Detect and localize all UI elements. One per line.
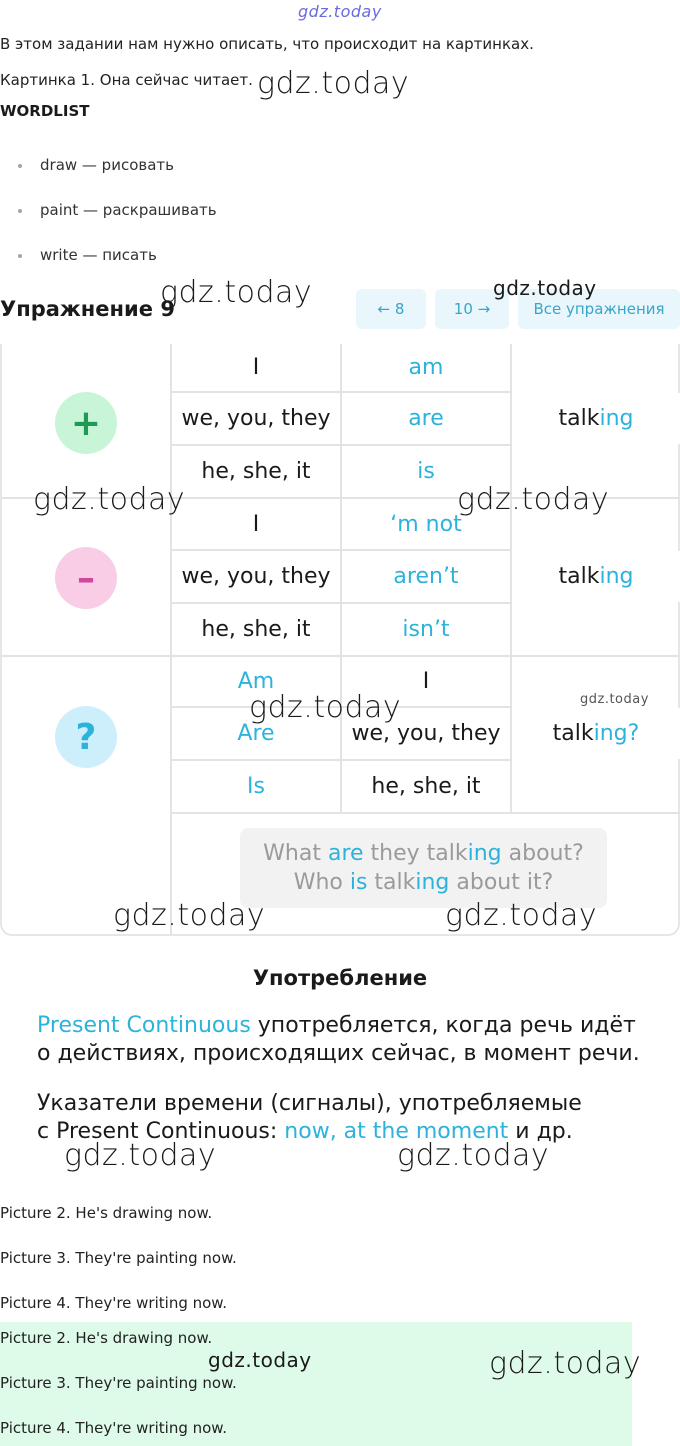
- answer-line: Picture 3. They're painting now.: [0, 1374, 237, 1392]
- table-cell-ending: talk ing?: [512, 708, 680, 759]
- table-cell: I: [342, 657, 510, 706]
- table-cell: we, you, they: [172, 551, 340, 602]
- exercise-title: Упражнение 9: [0, 297, 175, 321]
- table-cell: Is: [172, 761, 340, 812]
- answer-line: Picture 2. He's drawing now.: [0, 1329, 213, 1347]
- table-cell: Are: [172, 708, 340, 759]
- question-icon: ?: [55, 706, 117, 768]
- all-exercises-button[interactable]: Все упражнения: [518, 289, 680, 329]
- bullet-icon: [18, 254, 22, 258]
- watermark: gdz.today: [33, 482, 186, 517]
- table-cell: he, she, it: [172, 446, 340, 497]
- watermark: gdz.today: [457, 482, 610, 517]
- table-cell: Am: [172, 657, 340, 706]
- table-cell: am: [342, 344, 510, 391]
- wordlist-item-label: write — писать: [40, 246, 157, 264]
- wordlist-item-label: paint — раскрашивать: [40, 201, 217, 219]
- bullet-icon: [18, 209, 22, 213]
- table-cell: he, she, it: [342, 761, 510, 812]
- watermark: gdz.today: [249, 690, 402, 725]
- answer-line: Picture 4. They're writing now.: [0, 1419, 227, 1437]
- top-watermark: gdz.today: [298, 2, 382, 21]
- example-question-2: Who is talking about it?: [293, 870, 554, 895]
- example-questions: [240, 828, 607, 908]
- table-cell: I: [172, 344, 340, 391]
- watermark: gdz.today: [445, 898, 598, 933]
- bullet-icon: [18, 164, 22, 168]
- wordlist-title: WORDLIST: [0, 102, 90, 120]
- watermark: gdz.today: [397, 1138, 550, 1173]
- watermark: gdz.today: [208, 1348, 312, 1372]
- watermark: gdz.today: [493, 276, 597, 300]
- usage-title: Употребление: [252, 966, 428, 990]
- table-cell-ending: talk ing: [512, 393, 680, 444]
- usage-paragraph-2: Указатели времени (сигналы), употребляемые с Present Continuous: now, at the moment и др.: [37, 1091, 582, 1144]
- table-cell: he, she, it: [172, 604, 340, 655]
- table-cell: is: [342, 446, 510, 497]
- table-cell: aren’t: [342, 551, 510, 602]
- table-cell: I: [172, 499, 340, 549]
- table-cell: are: [342, 393, 510, 444]
- watermark: gdz.today: [580, 692, 649, 707]
- picture-1-answer: Картинка 1. Она сейчас читает.: [0, 71, 253, 89]
- watermark: gdz.today: [113, 898, 266, 933]
- table-cell: we, you, they: [172, 393, 340, 444]
- table-cell: we, you, they: [342, 708, 510, 759]
- list-item: [18, 201, 217, 219]
- answers-highlight: [0, 1322, 632, 1446]
- usage-paragraph-1: Present Continuous употребляется, когда речь идёт о действиях, происходящих сейчас, в момент речи.: [37, 1013, 640, 1066]
- plus-icon: +: [55, 392, 117, 454]
- list-item: [18, 156, 174, 174]
- answer-line: Picture 3. They're painting now.: [0, 1249, 237, 1267]
- watermark: gdz.today: [489, 1346, 642, 1381]
- answer-line: Picture 2. He's drawing now.: [0, 1204, 213, 1222]
- prev-exercise-button[interactable]: ← 8: [356, 289, 426, 329]
- list-item: [18, 246, 157, 264]
- watermark: gdz.today: [64, 1138, 217, 1173]
- wordlist-item-label: draw — рисовать: [40, 156, 174, 174]
- example-question-1: What are they talking about?: [263, 841, 584, 866]
- table-cell-ending: talk ing: [512, 551, 680, 602]
- watermark: gdz.today: [257, 66, 410, 101]
- minus-icon: –: [55, 547, 117, 609]
- intro-text: В этом задании нам нужно описать, что происходит на картинках.: [0, 35, 534, 53]
- watermark: gdz.today: [160, 275, 313, 310]
- table-cell: ‘m not: [342, 499, 510, 549]
- answer-line: Picture 4. They're writing now.: [0, 1294, 227, 1312]
- table-cell: isn’t: [342, 604, 510, 655]
- next-exercise-button[interactable]: 10 →: [435, 289, 509, 329]
